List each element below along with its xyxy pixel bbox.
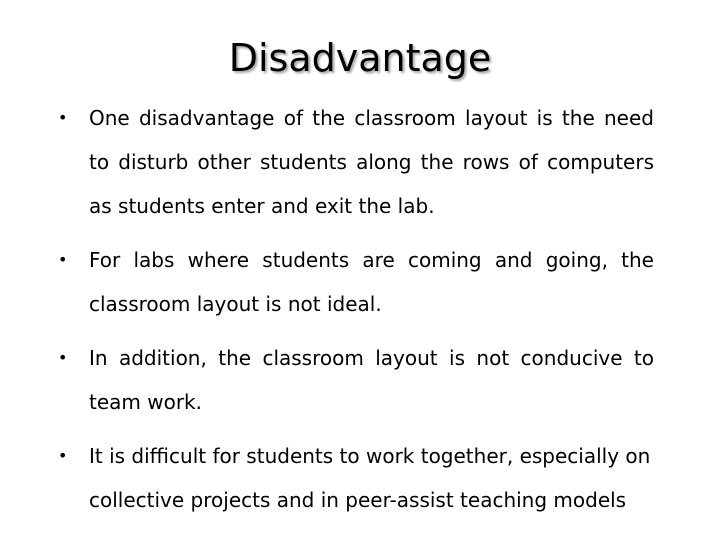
bullet-text: In addition, the classroom layout is not conducive to team work. xyxy=(89,346,654,414)
bullet-dot-icon: • xyxy=(58,446,68,465)
bullet-list xyxy=(56,96,654,532)
bullet-dot-icon: • xyxy=(58,250,68,269)
bullet-item xyxy=(56,434,654,522)
bullet-item xyxy=(56,96,654,228)
bullet-item xyxy=(56,238,654,326)
slide-title: Disadvantage xyxy=(228,36,492,80)
bullet-dot-icon: • xyxy=(58,108,68,127)
bullet-item xyxy=(56,336,654,424)
bullet-text: One disadvantage of the classroom layout is the need to disturb other students along the rows of computers as students enter and exit the lab. xyxy=(89,106,654,218)
bullet-text: It is difficult for students to work together, especially on collective projects and in peer-assist teaching models xyxy=(89,444,651,512)
bullet-dot-icon: • xyxy=(58,348,68,367)
bullet-text: For labs where students are coming and going, the classroom layout is not ideal. xyxy=(89,248,654,316)
